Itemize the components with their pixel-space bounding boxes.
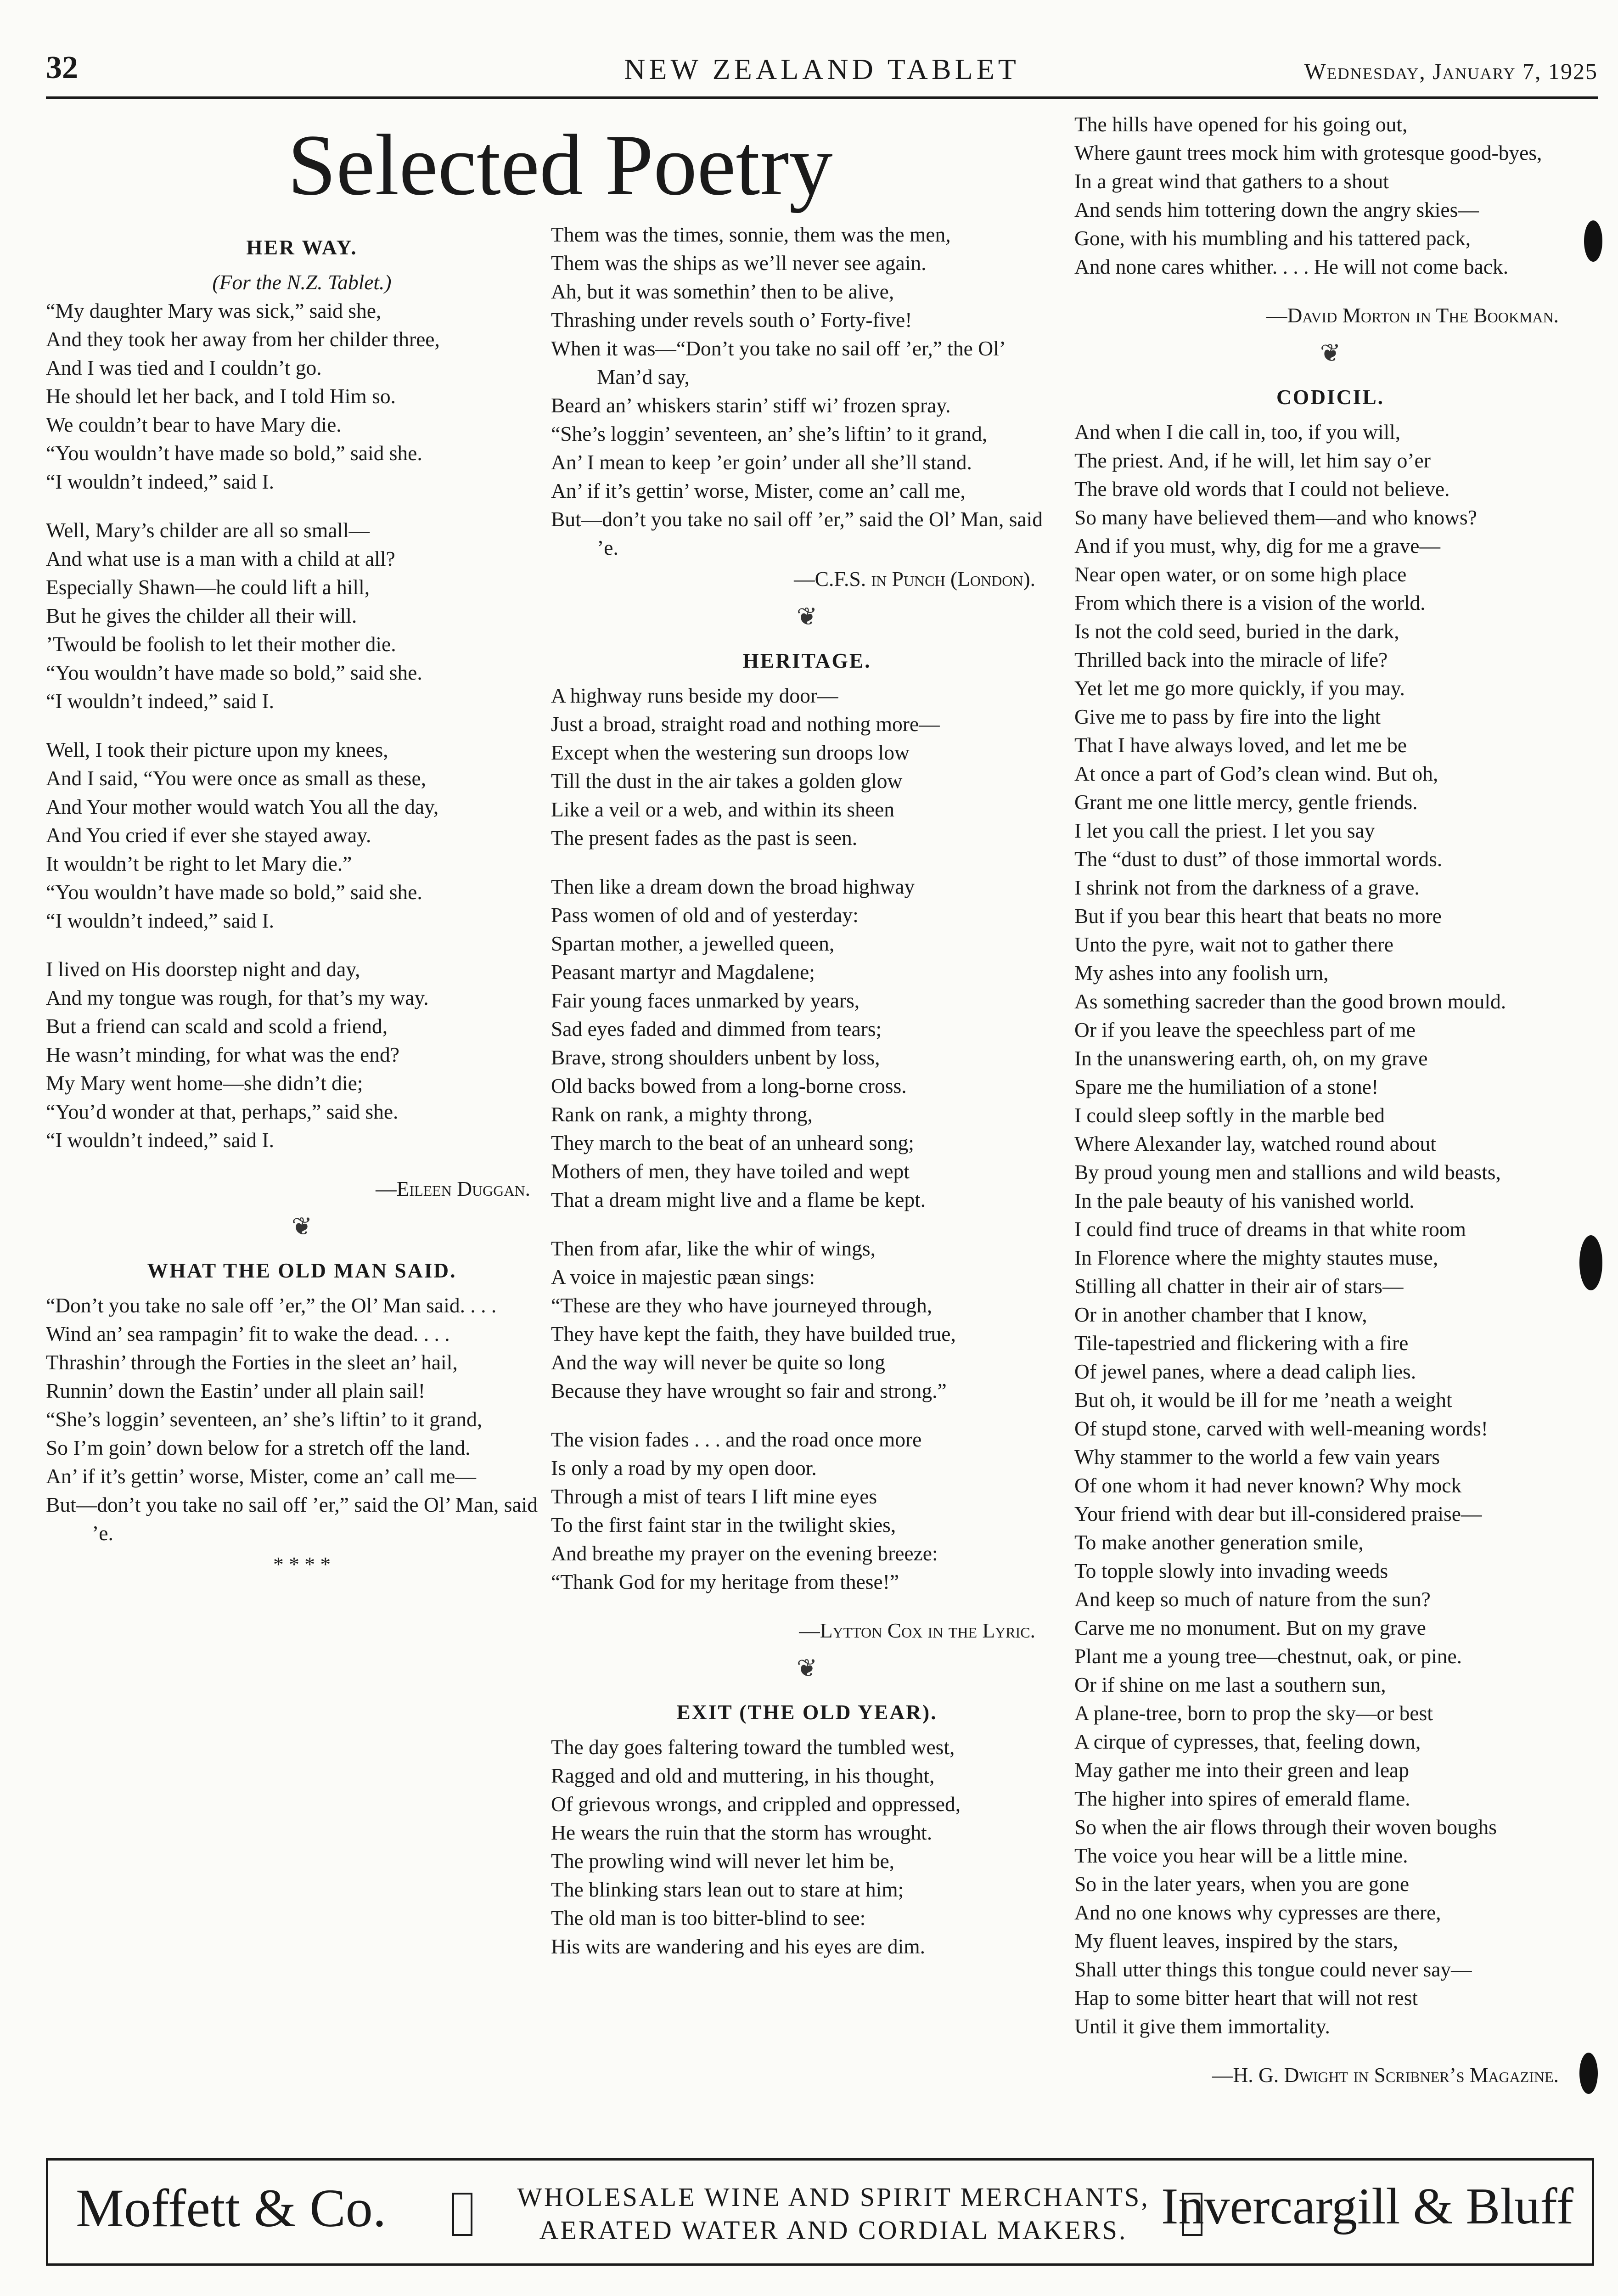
poem-line: The present fades as the past is seen. (551, 826, 858, 850)
poem-line: And sends him tottering down the angry skies— (1074, 198, 1479, 221)
poem-stanza (1074, 418, 1586, 2041)
poem-note: (For the N.Z. Tablet.) (212, 270, 392, 294)
poem-line: Ragged and old and muttering, in his thought, (551, 1764, 935, 1787)
poem-heritage (551, 647, 1063, 1645)
poem-line: The day goes faltering toward the tumbled west, (551, 1735, 955, 1759)
poem-author: —Eileen Duggan. (376, 1177, 530, 1200)
poem-title: CODICIL. (1276, 385, 1385, 409)
poem-lines (46, 1291, 558, 1579)
poem-stanza (551, 872, 1063, 1214)
ad-line-1: WHOLESALE WINE AND SPIRIT MERCHANTS, (517, 2182, 1150, 2212)
ornament-divider: ❦ (291, 1213, 313, 1240)
poem-line: But oh, it would be ill for me ’neath a weight (1074, 1388, 1452, 1412)
poem-lines (551, 220, 1063, 562)
poem-line: And Your mother would watch You all the day, (46, 795, 439, 818)
section-stars: * * * * (273, 1553, 331, 1576)
ornament-divider: ❦ (796, 1654, 818, 1682)
poem-line: An’ if it’s gettin’ worse, Mister, come an’ call me, (551, 479, 966, 502)
poem-line: “I wouldn’t indeed,” said I. (46, 470, 274, 493)
poem-line: The blinking stars lean out to stare at him; (551, 1878, 904, 1901)
poem-line: My ashes into any foolish urn, (1074, 961, 1329, 985)
ad-line-2: AERATED WATER AND CORDIAL MAKERS. (539, 2215, 1128, 2245)
poem-line: Till the dust in the air takes a golden glow (551, 769, 903, 793)
page-number: 32 (46, 50, 78, 85)
poem-line: Especially Shawn—he could lift a hill, (46, 575, 370, 599)
poem-line: “She’s loggin’ seventeen, an’ she’s liftin’ to it grand, (551, 422, 988, 445)
poem-her-way (46, 233, 558, 1203)
poem-line: ’Twould be foolish to let their mother die. (46, 632, 396, 656)
poem-stanza (551, 1425, 1063, 1596)
poem-stanzas (46, 297, 558, 1154)
poem-line: Thrashing under revels south o’ Forty-five! (551, 308, 912, 332)
poem-stanza (46, 297, 558, 496)
poem-line: Near open water, or on some high place (1074, 563, 1407, 586)
poem-line: I shrink not from the darkness of a grave. (1074, 876, 1420, 899)
poem-stanzas (551, 681, 1063, 1596)
poem-line: Why stammer to the world a few vain years (1074, 1445, 1440, 1469)
poem-line: “You wouldn’t have made so bold,” said she. (46, 661, 422, 684)
poem-stanza (46, 736, 558, 935)
poem-exit (551, 1698, 1063, 1961)
poem-line: The old man is too bitter-blind to see: (551, 1906, 866, 1930)
poem-line: To the first faint star in the twilight skies, (551, 1513, 896, 1536)
poem-line: “I wouldn’t indeed,” said I. (46, 909, 274, 932)
poem-line: He wasn’t minding, for what was the end? (46, 1043, 399, 1066)
poem-line: Mothers of men, they have toiled and wept (551, 1159, 910, 1183)
poem-line: In the unanswering earth, oh, on my grave (1074, 1047, 1428, 1070)
poem-line: He wears the ruin that the storm has wrought. (551, 1821, 933, 1844)
poem-line: Hap to some bitter heart that will not rest (1074, 1986, 1418, 2009)
poem-title: EXIT (THE OLD YEAR). (676, 1700, 938, 1724)
poem-line: “You’d wonder at that, perhaps,” said she. (46, 1100, 399, 1123)
poem-line: I could find truce of dreams in that white room (1074, 1217, 1466, 1241)
column-2 (551, 115, 1063, 1981)
poem-line: We couldn’t bear to have Mary die. (46, 413, 342, 436)
poem-line: That I have always loved, and let me be (1074, 733, 1407, 757)
column-1 (46, 115, 558, 1599)
ad-ornament-box (452, 2193, 472, 2236)
poem-line: Well, Mary’s childer are all so small— (46, 518, 370, 542)
poem-line: Gone, with his mumbling and his tattered pack, (1074, 226, 1471, 250)
poem-line: In a great wind that gathers to a shout (1074, 169, 1389, 193)
poem-line: Rank on rank, a mighty throng, (551, 1103, 813, 1126)
poem-line: Is only a road by my open door. (551, 1456, 817, 1480)
poem-line: At once a part of God’s clean wind. But oh, (1074, 762, 1438, 785)
poem-line: Old backs bowed from a long-borne cross. (551, 1074, 907, 1097)
poem-title: HERITAGE. (742, 649, 871, 672)
poem-line: Pass women of old and of yesterday: (551, 903, 859, 927)
poem-stanzas (1074, 418, 1586, 2041)
poem-line: Peasant martyr and Magdalene; (551, 960, 815, 984)
poem-line: Grant me one little mercy, gentle friends. (1074, 790, 1418, 814)
poem-line: “I wouldn’t indeed,” said I. (46, 689, 274, 713)
poem-line: Like a veil or a web, and within its sheen (551, 798, 895, 821)
poem-line: And if you must, why, dig for me a grave— (1074, 534, 1440, 557)
ornament-divider: ❦ (1320, 339, 1341, 367)
poem-line: Well, I took their picture upon my knees, (46, 738, 388, 761)
poem-line: And what use is a man with a child at all? (46, 547, 395, 570)
poem-line: Because they have wrought so fair and strong.” (551, 1379, 947, 1402)
poem-line: The higher into spires of emerald flame. (1074, 1787, 1410, 1810)
poem-line: Them was the ships as we’ll never see again. (551, 251, 927, 275)
poem-author: —Lytton Cox in the Lyric. (799, 1619, 1035, 1642)
column-3 (1074, 115, 1586, 2099)
poem-line: Thrashin’ through the Forties in the sleet an’ hail, (46, 1351, 458, 1374)
poem-stanza (46, 516, 558, 715)
poem-line: To topple slowly into invading weeds (1074, 1559, 1388, 1582)
poem-line: So I’m goin’ down below for a stretch off the land. (46, 1436, 471, 1459)
poem-line: My fluent leaves, inspired by the stars, (1074, 1929, 1399, 1953)
poem-line: Wind an’ sea rampagin’ fit to wake the dead. . . . (46, 1322, 450, 1345)
poem-line: The brave old words that I could not believe. (1074, 477, 1450, 501)
poem-line: Carve me no monument. But on my grave (1074, 1616, 1426, 1639)
poem-author: —C.F.S. in Punch (London). (794, 567, 1035, 591)
poem-line: The prowling wind will never let him be, (551, 1849, 895, 1873)
poem-line: Shall utter things this tongue could never say— (1074, 1958, 1472, 1981)
poem-line: I could sleep softly in the marble bed (1074, 1103, 1385, 1127)
poem-line: Tile-tapestried and flickering with a fire (1074, 1331, 1409, 1355)
poem-line: A voice in majestic pæan sings: (551, 1265, 815, 1289)
poem-line: His wits are wandering and his eyes are dim. (551, 1935, 925, 1958)
poem-line: Give me to pass by fire into the light (1074, 705, 1381, 728)
poem-line: Your friend with dear but ill-considered praise— (1074, 1502, 1482, 1525)
issue-date: Wednesday, January 7, 1925 (1304, 58, 1598, 84)
poem-line: “I wouldn’t indeed,” said I. (46, 1128, 274, 1152)
publication-name: NEW ZEALAND TABLET (624, 53, 1020, 85)
poem-line: I let you call the priest. I let you say (1074, 819, 1375, 842)
poem-line: Then like a dream down the broad highway (551, 875, 915, 898)
poem-codicil (1074, 383, 1586, 2089)
poem-line: And I was tied and I couldn’t go. (46, 356, 322, 379)
poem-line: “My daughter Mary was sick,” said she, (46, 299, 382, 322)
poem-line: May gather me into their green and leap (1074, 1758, 1409, 1782)
poem-line: As something sacreder than the good brown mould. (1074, 990, 1506, 1013)
poem-line: The vision fades . . . and the road once more (551, 1428, 922, 1451)
poem-line: Of stupd stone, carved with well-meaning words! (1074, 1417, 1488, 1440)
poem-line: Sad eyes faded and dimmed from tears; (551, 1017, 882, 1041)
poem-line: Ah, but it was somethin’ then to be alive, (551, 280, 894, 303)
poem-line: From which there is a vision of the world. (1074, 591, 1426, 614)
poem-line: To make another generation smile, (1074, 1531, 1364, 1554)
poem-line: Unto the pyre, wait not to gather there (1074, 933, 1393, 956)
ink-smudge (1579, 2053, 1598, 2094)
poem-line: My Mary went home—she didn’t die; (46, 1071, 363, 1095)
poem-line: They march to the beat of an unheard song; (551, 1131, 914, 1154)
advertiser-name: Moffett & Co. (76, 2178, 387, 2238)
poem-stanza (46, 955, 558, 1154)
poem-line: Or if you leave the speechless part of me (1074, 1018, 1416, 1041)
poem-line: Beard an’ whiskers starin’ stiff wi’ frozen spray. (551, 394, 951, 417)
poem-line: Plant me a young tree—chestnut, oak, or pine. (1074, 1644, 1462, 1668)
poem-line: And they took her away from her childer three, (46, 327, 440, 351)
poem-line: But a friend can scald and scold a friend, (46, 1014, 388, 1038)
poem-line: And none cares whither. . . . He will not come back. (1074, 255, 1509, 278)
poem-line: Except when the westering sun droops low (551, 741, 910, 764)
poem-line: Yet let me go more quickly, if you may. (1074, 676, 1405, 700)
poem-author: —H. G. Dwight in Scribner’s Magazine. (1212, 2063, 1559, 2087)
poem-line: “You wouldn’t have made so bold,” said she. (46, 441, 422, 465)
poem-line: “Thank God for my heritage from these!” (551, 1570, 899, 1593)
poem-line: Them was the times, sonnie, them was the men, (551, 223, 951, 246)
poem-line: Thrilled back into the miracle of life? (1074, 648, 1388, 671)
ornament-divider: ❦ (796, 603, 818, 630)
poem-line: And You cried if ever she stayed away. (46, 823, 371, 847)
poem-stanza (551, 1733, 1063, 1961)
poem-line: A plane-tree, born to prop the sky—or best (1074, 1701, 1433, 1725)
section-title: Selected Poetry (287, 117, 833, 214)
ink-smudge (1579, 1235, 1602, 1290)
poem-line: Runnin’ down the Eastin’ under all plain sail! (46, 1379, 425, 1402)
poem-line: And I said, “You were once as small as these, (46, 766, 427, 790)
poem-line: That a dream might live and a flame be kept. (551, 1188, 926, 1211)
poem-line: And when I die call in, too, if you will, (1074, 420, 1401, 444)
poem-stanzas (551, 1733, 1063, 1961)
poem-line: But he gives the childer all their will. (46, 604, 357, 627)
poem-line: A highway runs beside my door— (551, 684, 838, 707)
poem-line: But if you bear this heart that beats no more (1074, 904, 1442, 928)
poem-line: So when the air flows through their woven boughs (1074, 1815, 1497, 1839)
poem-line: Stilling all chatter in their air of stars— (1074, 1274, 1404, 1298)
poem-line: When it was—“Don’t you take no sail off ’er,” the Ol’ Man’d say, (551, 337, 1005, 388)
poem-author: —David Morton in The Bookman. (1266, 304, 1559, 327)
poem-line: Or if shine on me last a southern sun, (1074, 1673, 1386, 1696)
poem-line: The voice you hear will be a little mine. (1074, 1844, 1408, 1867)
poem-line: But—don’t you take no sail off ’er,” said the Ol’ Man, said ’e. (551, 507, 1043, 559)
advertiser-description (503, 2181, 1164, 2247)
poem-stanza (551, 681, 1063, 852)
poem-line: “You wouldn’t have made so bold,” said she. (46, 880, 422, 904)
poem-line: It wouldn’t be right to let Mary die.” (46, 852, 352, 875)
poem-line: An’ I mean to keep ’er goin’ under all she’ll stand. (551, 450, 972, 474)
advertiser-locations: Invercargill & Bluff (1161, 2178, 1573, 2235)
poem-line: “She’s loggin’ seventeen, an’ she’s liftin’ to it grand, (46, 1407, 483, 1431)
poem-line: In the pale beauty of his vanished world. (1074, 1189, 1415, 1212)
poem-stanza (551, 1234, 1063, 1405)
poem-line: Is not the cold seed, buried in the dark, (1074, 619, 1399, 643)
poem-line: The “dust to dust” of those immortal words. (1074, 847, 1443, 871)
poem-line: “Don’t you take no sale off ’er,” the Ol’ Man said. . . . (46, 1294, 497, 1317)
poem-line: “These are they who have journeyed through, (551, 1294, 933, 1317)
poem-title: HER WAY. (246, 236, 358, 259)
poem-line: Fair young faces unmarked by years, (551, 989, 860, 1012)
poem-line: Then from afar, like the whir of wings, (551, 1237, 876, 1260)
poem-line: An’ if it’s gettin’ worse, Mister, come an’ call me— (46, 1464, 476, 1488)
poem-line: In Florence where the mighty stautes muse, (1074, 1246, 1438, 1269)
masthead (46, 46, 1598, 99)
poem-line: Where Alexander lay, watched round about (1074, 1132, 1436, 1155)
poem-line: And keep so much of nature from the sun? (1074, 1587, 1431, 1611)
poem-line: I lived on His doorstep night and day, (46, 957, 360, 981)
poem-line: A cirque of cypresses, that, feeling down, (1074, 1730, 1421, 1753)
poem-line: And no one knows why cypresses are there, (1074, 1901, 1441, 1924)
poem-line: Or in another chamber that I know, (1074, 1303, 1367, 1326)
poem-line: Spartan mother, a jewelled queen, (551, 932, 835, 955)
poem-line: Through a mist of tears I lift mine eyes (551, 1485, 877, 1508)
poem-line: Of jewel panes, where a dead caliph lies. (1074, 1360, 1416, 1383)
poem-line: Where gaunt trees mock him with grotesque good-byes, (1074, 141, 1542, 164)
poem-line: Spare me the humiliation of a stone! (1074, 1075, 1379, 1098)
poem-line: Of grievous wrongs, and crippled and oppressed, (551, 1792, 961, 1816)
poem-line: Brave, strong shoulders unbent by loss, (551, 1046, 880, 1069)
poem-line: And breathe my prayer on the evening breeze: (551, 1542, 938, 1565)
poem-line: The hills have opened for his going out, (1074, 113, 1408, 136)
poem-line: But—don’t you take no sail off ’er,” said the Ol’ Man, said ’e. (46, 1493, 538, 1545)
poem-stanza (1074, 110, 1586, 281)
poem-stanzas (1074, 110, 1586, 281)
poem-line: Of one whom it had never known? Why mock (1074, 1474, 1462, 1497)
poem-line: So in the later years, when you are gone (1074, 1872, 1410, 1896)
poem-line: Just a broad, straight road and nothing more— (551, 712, 940, 736)
poem-line: Until it give them immortality. (1074, 2015, 1330, 2038)
poem-title: WHAT THE OLD MAN SAID. (147, 1259, 457, 1282)
poem-line: By proud young men and stallions and wild beasts, (1074, 1160, 1501, 1184)
poem-line: So many have believed them—and who knows? (1074, 506, 1477, 529)
advertisement-banner (46, 2158, 1594, 2266)
poem-line: And the way will never be quite so long (551, 1351, 885, 1374)
poem-line: The priest. And, if he will, let him say o’er (1074, 449, 1431, 472)
poem-line: And my tongue was rough, for that’s my way. (46, 986, 429, 1009)
poem-old-man-said (46, 1256, 558, 1579)
poem-line: They have kept the faith, they have builded true, (551, 1322, 956, 1345)
ink-smudge (1584, 220, 1602, 262)
poem-line: He should let her back, and I told Him so. (46, 384, 396, 408)
